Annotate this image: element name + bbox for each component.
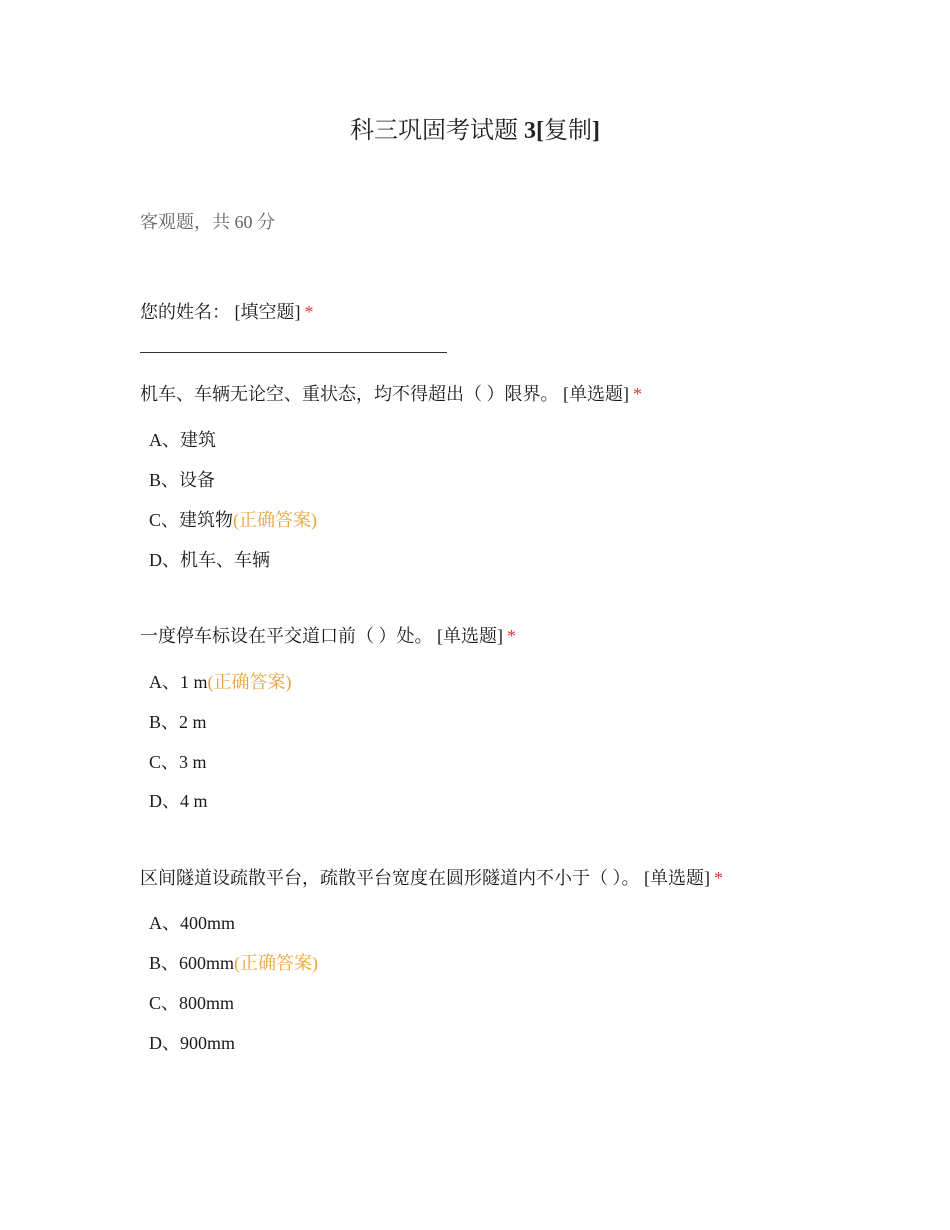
- required-mark: *: [714, 868, 723, 888]
- option-q2-a[interactable]: A、建筑: [149, 430, 216, 450]
- question-4: [140, 864, 723, 890]
- option-q3-a[interactable]: A、1 m(正确答案): [149, 672, 292, 692]
- option-q4-b[interactable]: B、600mm(正确答案): [149, 953, 319, 973]
- question-type-tag: [单选题]: [644, 868, 710, 888]
- correct-answer-label: (正确答案): [234, 953, 319, 973]
- title-bold: 3[: [524, 118, 544, 144]
- question-3: [140, 622, 516, 648]
- option-q2-c[interactable]: C、建筑物(正确答案): [149, 510, 318, 530]
- option-q3-c[interactable]: C、3 m: [149, 752, 207, 772]
- question-type-tag: [单选题]: [437, 626, 503, 646]
- section-subtitle: 客观题，共 60 分: [140, 212, 275, 232]
- question-name: [140, 298, 314, 324]
- correct-answer-label: (正确答案): [207, 672, 292, 692]
- required-mark: *: [633, 384, 642, 404]
- option-q2-b[interactable]: B、设备: [149, 470, 216, 490]
- option-q2-d[interactable]: D、机车、车辆: [149, 550, 270, 570]
- question-text: 一度停车标设在平交道口前（ ）处。: [140, 626, 433, 646]
- option-q3-d[interactable]: D、4 m: [149, 791, 208, 811]
- option-q4-c[interactable]: C、800mm: [149, 993, 235, 1013]
- title-tail: 复制: [544, 118, 592, 144]
- option-q4-a[interactable]: A、400mm: [149, 913, 236, 933]
- question-type-tag: [单选题]: [563, 384, 629, 404]
- title-bold-end: ]: [592, 118, 600, 144]
- question-type-tag: [填空题]: [234, 302, 301, 322]
- required-mark: *: [507, 626, 516, 646]
- page-title: [0, 110, 950, 145]
- title-main: 科三巩固考试题: [350, 118, 524, 144]
- option-q3-b[interactable]: B、2 m: [149, 712, 207, 732]
- question-text: 机车、车辆无论空、重状态，均不得超出（ ）限界。: [140, 384, 559, 404]
- correct-answer-label: (正确答案): [233, 510, 318, 530]
- question-2: [140, 380, 642, 406]
- required-mark: *: [304, 302, 314, 322]
- name-answer-line[interactable]: [140, 352, 447, 353]
- question-text: 区间隧道设疏散平台，疏散平台宽度在圆形隧道内不小于（ ）。: [140, 868, 640, 888]
- option-q4-d[interactable]: D、900mm: [149, 1033, 236, 1053]
- question-text: 您的姓名：: [140, 302, 230, 322]
